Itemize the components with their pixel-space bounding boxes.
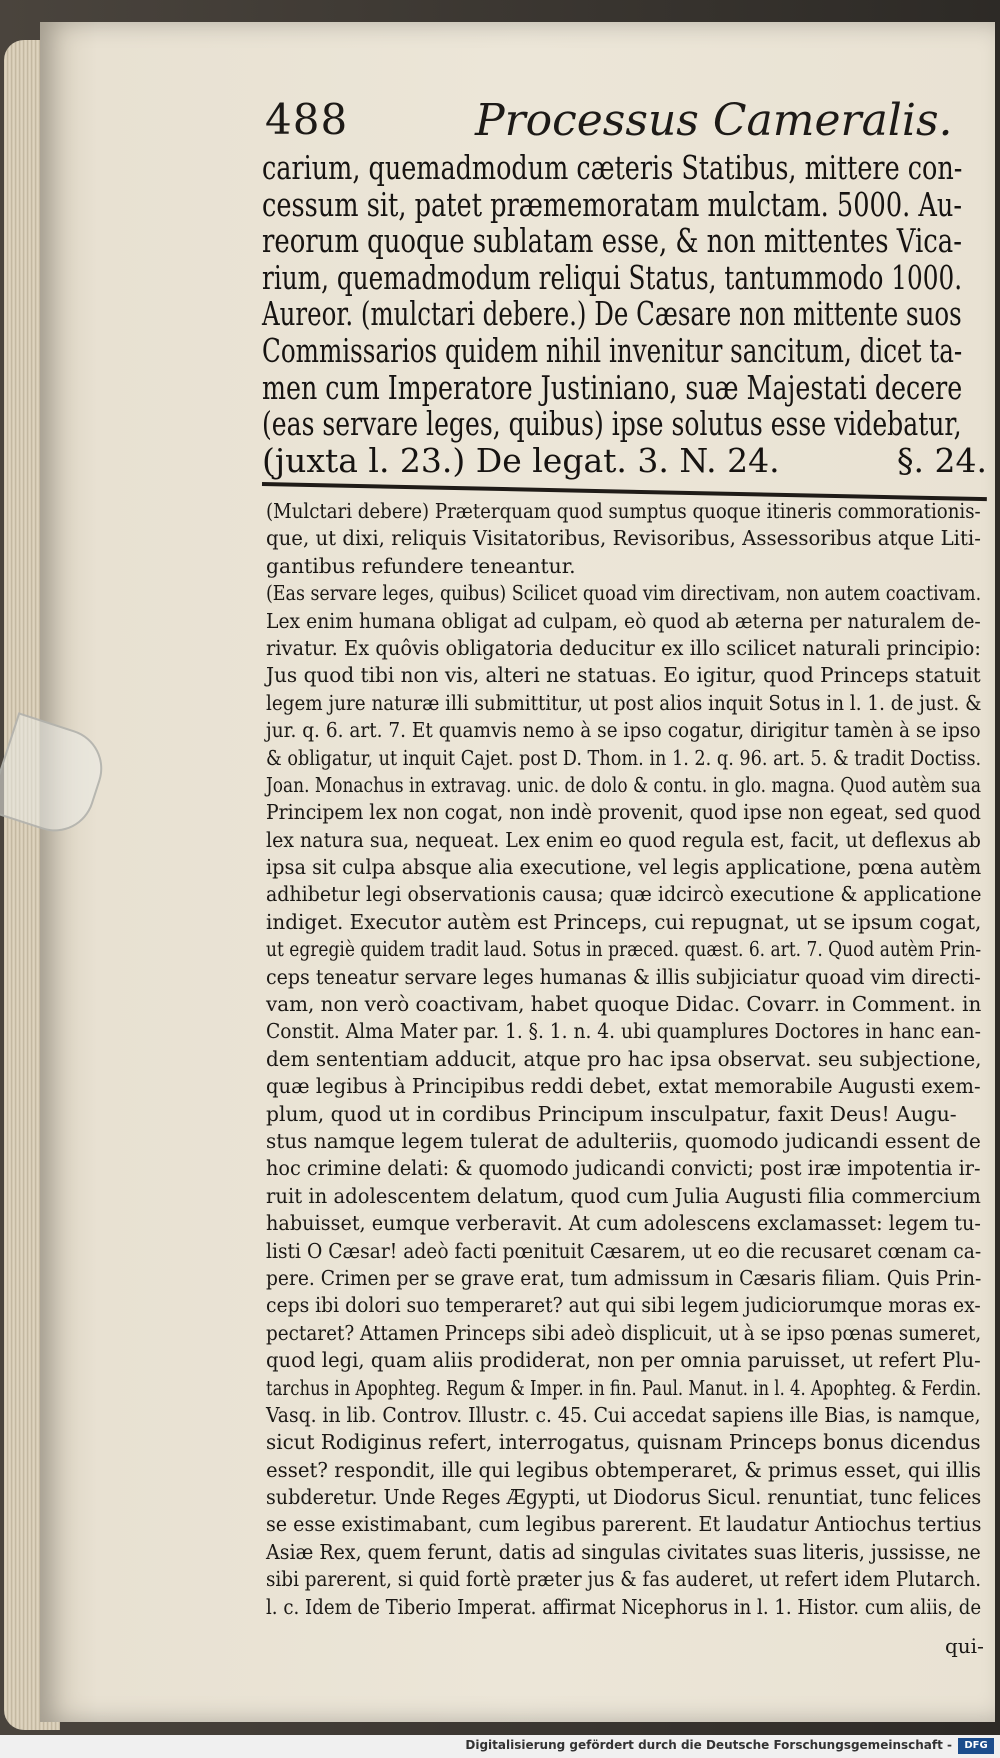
note-line: (Mulctari debere) Præterquam quod sumptus quoque itineris commorationis-: [266, 499, 981, 523]
section-mark: §. 24.: [897, 440, 987, 480]
footer-bar: [0, 1735, 1000, 1758]
main-text-line: Commissarios quidem nihil invenitur sancitum, dicet ta-: [262, 330, 963, 370]
note-line: rivatur. Ex quôvis obligatoria deducitur ex illo scilicet naturali principio:: [266, 635, 981, 660]
note-line: (Eas servare leges, quibus) Scilicet quoad vim directivam, non autem coactivam.: [266, 581, 982, 606]
note-line: tarchus in Apophteg. Regum & Imper. in fin. Paul. Manut. in l. 4. Apophteg. & Ferdin.: [266, 1375, 982, 1400]
note-line: stus namque legem tulerat de adulteriis, quomodo judicandi essent de: [266, 1128, 981, 1153]
main-text-line: rium, quemadmodum reliqui Status, tantummodo 1000.: [262, 257, 963, 297]
note-line: ceps ibi dolori suo temperaret? aut qui sibi legem judiciorumque moras ex-: [266, 1293, 981, 1318]
note-line: adhibetur legi observationis causa; quæ idcircò executione & applicatione: [266, 882, 982, 907]
dfg-logo: DFG: [958, 1738, 994, 1754]
note-line: Joan. Monachus in extravag. unic. de dolo & contu. in glo. magna. Quod autèm sua: [266, 772, 981, 797]
note-line: ceps teneatur servare leges humanas & illis subjiciatur quoad vim directi-: [266, 964, 981, 989]
note-line: Constit. Alma Mater par. 1. §. 1. n. 4. ubi quamplures Doctores in hanc ean-: [266, 1019, 981, 1044]
note-line: ipsa sit culpa absque alia executione, vel legis applicatione, pœna autèm: [266, 855, 982, 880]
running-title: Processus Cameralis.: [475, 95, 953, 146]
note-line: listi O Cæsar! adeò facti pœnituit Cæsarem, ut eo die recusaret cœnam ca-: [266, 1238, 982, 1263]
note-line: lex natura sua, nequeat. Lex enim eo quod regula est, facit, ut deflexus ab: [266, 827, 981, 852]
note-line: pectaret? Attamen Princeps sibi adeò displicuit, ut à se ipso pœnas sumeret,: [266, 1320, 982, 1345]
note-line: pere. Crimen per se grave erat, tum admissum in Cæsaris filiam. Quis Prin-: [266, 1265, 982, 1290]
running-head: [265, 95, 985, 155]
note-line: ut egregiè quidem tradit laud. Sotus in præced. quæst. 6. art. 7. Quod autèm Prin-: [266, 937, 982, 962]
note-line: ruit in adolescentem delatum, quod cum Julia Augusti filia commercium: [266, 1183, 981, 1208]
main-text-line: (juxta l. 23.) De legat. 3. N. 24.: [262, 440, 780, 480]
note-line: legem jure naturæ illi submittitur, ut post alios inquit Sotus in l. 1. de just. &: [266, 690, 982, 715]
note-line: plum, quod ut in cordibus Principum insculpatur, faxit Deus! Augu-: [266, 1101, 957, 1126]
note-line: Vasq. in lib. Controv. Illustr. c. 45. Cui accedat sapiens ille Bias, is namque,: [266, 1402, 981, 1427]
note-line: que, ut dixi, reliquis Visitatoribus, Revisoribus, Assessoribus atque Liti-: [266, 526, 981, 551]
main-text-line: (eas servare leges, quibus) ipse solutus esse videbatur,: [262, 404, 962, 444]
note-line: subderetur. Unde Reges Ægypti, ut Diodorus Sicul. renuntiat, tunc felices: [266, 1485, 982, 1510]
note-line: hoc crimine delati: & quomodo judicandi convicti; post iræ impotentia ir-: [266, 1156, 981, 1181]
note-line: l. c. Idem de Tiberio Imperat. affirmat Nicephorus in l. 1. Histor. cum aliis, de: [266, 1594, 982, 1619]
note-line: Lex enim humana obligat ad culpam, eò quod ab æterna per naturalem de-: [266, 608, 981, 633]
main-text-line: carium, quemadmodum cæteris Statibus, mittere con-: [262, 148, 963, 187]
note-line: vam, non verò coactivam, habet quoque Didac. Covarr. in Comment. in: [266, 992, 982, 1017]
note-line: Jus quod tibi non vis, alteri ne statuas. Eo igitur, quod Princeps statuit: [266, 663, 981, 688]
note-line: se esse existimabant, cum legibus parerent. Et laudatur Antiochus tertius: [266, 1512, 982, 1537]
note-line: quod legi, quam aliis prodiderat, non per omnia paruisset, ut refert Plu-: [266, 1348, 981, 1373]
note-line: esset? respondit, ille qui legibus obtemperaret, & primus esset, qui illis: [266, 1457, 982, 1482]
note-line: Asiæ Rex, quem ferunt, datis ad singulas civitates suas literis, jussisse, ne: [266, 1539, 981, 1564]
note-line: sibi parerent, si quid fortè præter jus & fas auderet, ut refert idem Plutarch.: [266, 1567, 982, 1592]
note-line: indiget. Executor autèm est Princeps, cui repugnat, ut se ipsum cogat,: [266, 909, 982, 934]
note-line: quæ legibus à Principibus reddi debet, extat memorabile Augusti exem-: [266, 1074, 981, 1099]
note-line: dem sententiam adducit, atque pro hac ipsa observat. seu subjectione,: [266, 1046, 982, 1071]
main-text-block: [262, 150, 997, 479]
notes-block: [266, 498, 991, 1621]
main-text-line: men cum Imperatore Justiniano, suæ Majestati decere: [262, 367, 963, 407]
note-line: sicut Rodiginus refert, interrogatus, quisnam Princeps bonus dicendus: [266, 1430, 981, 1455]
note-line: habuisset, eumque verberavit. At cum adolescens exclamasset: legem tu-: [266, 1211, 981, 1236]
note-line: jur. q. 6. art. 7. Et quamvis nemo à se ipso cogatur, dirigitur tamèn à se ipso: [266, 718, 981, 743]
page-number: 488: [265, 95, 349, 144]
note-line: gantibus refundere teneantur.: [266, 553, 576, 578]
note-line: Principem lex non cogat, non indè provenit, quod ipse non egeat, sed quod: [266, 800, 981, 825]
main-text-line: cessum sit, patet præmemoratam mulctam. 5000. Au-: [262, 184, 963, 224]
main-text-last-line: [262, 440, 997, 480]
catchword: qui-: [945, 1634, 984, 1658]
main-text-line: Aureor. (mulctari debere.) De Cæsare non mittente suos: [262, 294, 962, 334]
main-text-line: reorum quoque sublatam esse, & non mittentes Vica-: [262, 221, 962, 261]
footer-credit: Digitalisierung gefördert durch die Deutsche Forschungsgemeinschaft -: [465, 1738, 952, 1752]
note-line: & obligatur, ut inquit Cajet. post D. Thom. in 1. 2. q. 96. art. 5. & tradit Doctiss.: [266, 745, 982, 770]
